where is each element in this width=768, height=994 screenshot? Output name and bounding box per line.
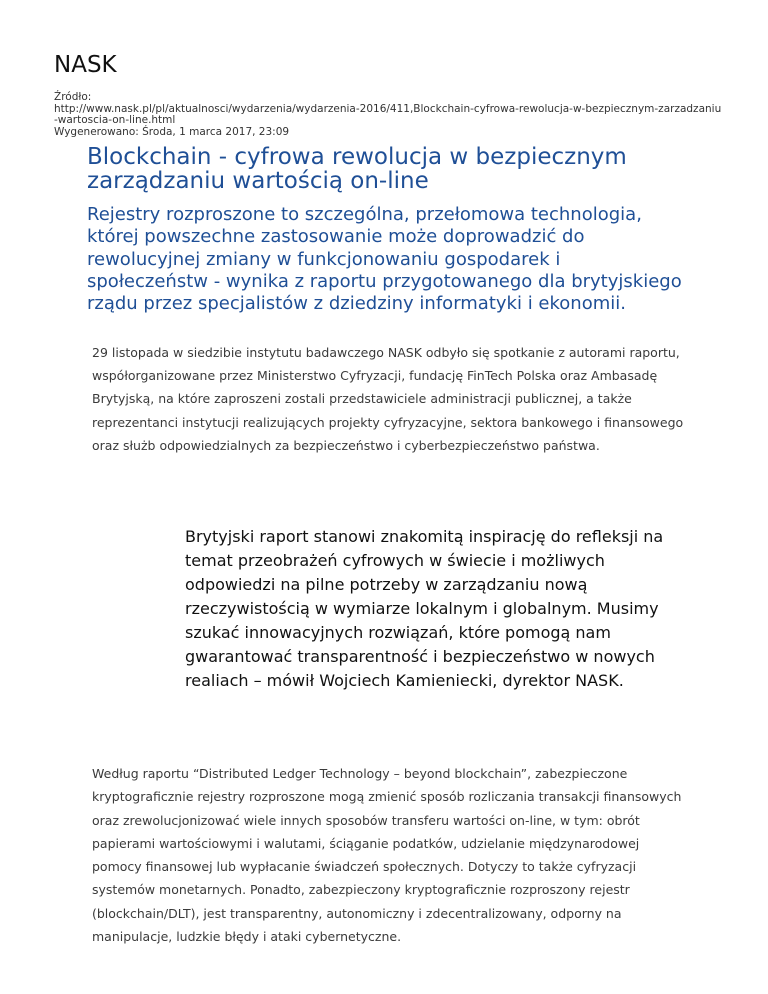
article-paragraph: Według raportu “Distributed Ledger Technology – beyond blockchain”, zabezpieczone kryptograficznie rejestry rozproszone mogą zmienić sposób rozliczania transakcji finansowych oraz zrewolucjonizować wiele innych sposobów transferu wartości on-line, w tym: obrót papierami wartościowymi i walutami, ściąganie podatków, udzielanie międzynarodowej pomocy finansowej lub wypłacanie świadczeń społecznych. Dotyczy to także cyfryzacji systemów monetarnych. Ponadto, zabezpieczony kryptograficznie rozproszony rejestr (blockchain/DLT), jest transparentny, autonomiczny i zdecentralizowany, odporny na manipulacje, ludzkie błędy i ataki cybernetyczne. — [92, 766, 682, 945]
generated-date: Wygenerowano: Środa, 1 marca 2017, 23:09 — [54, 125, 290, 138]
document-meta — [54, 92, 724, 138]
article-paragraph: 29 listopada w siedzibie instytutu badawczego NASK odbyło się spotkanie z autorami raportu, współorganizowane przez Ministerstwo Cyfryzacji, fundację FinTech Polska oraz Ambasadę Brytyjską, na które zaproszeni zostali przedstawiciele administracji publicznej, a także reprezentanci instytucji realizujących projekty cyfryzacyjne, sektora bankowego i finansowego oraz służb odpowiedzialnych za bezpieczeństwo i cyberbezpieczeństwo państwa. — [92, 345, 684, 453]
article-title: Blockchain - cyfrowa rewolucja w bezpiecznym zarządzaniu wartością on-line — [87, 144, 627, 194]
site-name: NASK — [54, 52, 117, 78]
source-label: Źródło: — [54, 91, 92, 103]
source-url[interactable]: http://www.nask.pl/pl/aktualnosci/wydarzenia/wydarzenia-2016/411,Blockchain-cyfrowa-rewolucja-w-bezpiecznym-zarzadzaniu-wartoscia-on-line.html — [54, 102, 722, 126]
article-quote: Brytyjski raport stanowi znakomitą inspirację do refleksji na temat przeobrażeń cyfrowych w świecie i możliwych odpowiedzi na pilne potrzeby w zarządzaniu nową rzeczywistością w wymiarze lokalnym i globalnym. Musimy szukać innowacyjnych rozwiązań, które pomogą nam gwarantować transparentność i bezpieczeństwo w nowych realiach – mówił Wojciech Kamieniecki, dyrektor NASK. — [185, 527, 664, 690]
article-lead: Rejestry rozproszone to szczególna, przełomowa technologia, której powszechne zastosowanie może doprowadzić do rewolucyjnej zmiany w funkcjonowaniu gospodarek i społeczeństw - wynika z raportu przygotowanego dla brytyjskiego rządu przez specjalistów z dziedziny informatyki i ekonomii. — [87, 204, 682, 315]
